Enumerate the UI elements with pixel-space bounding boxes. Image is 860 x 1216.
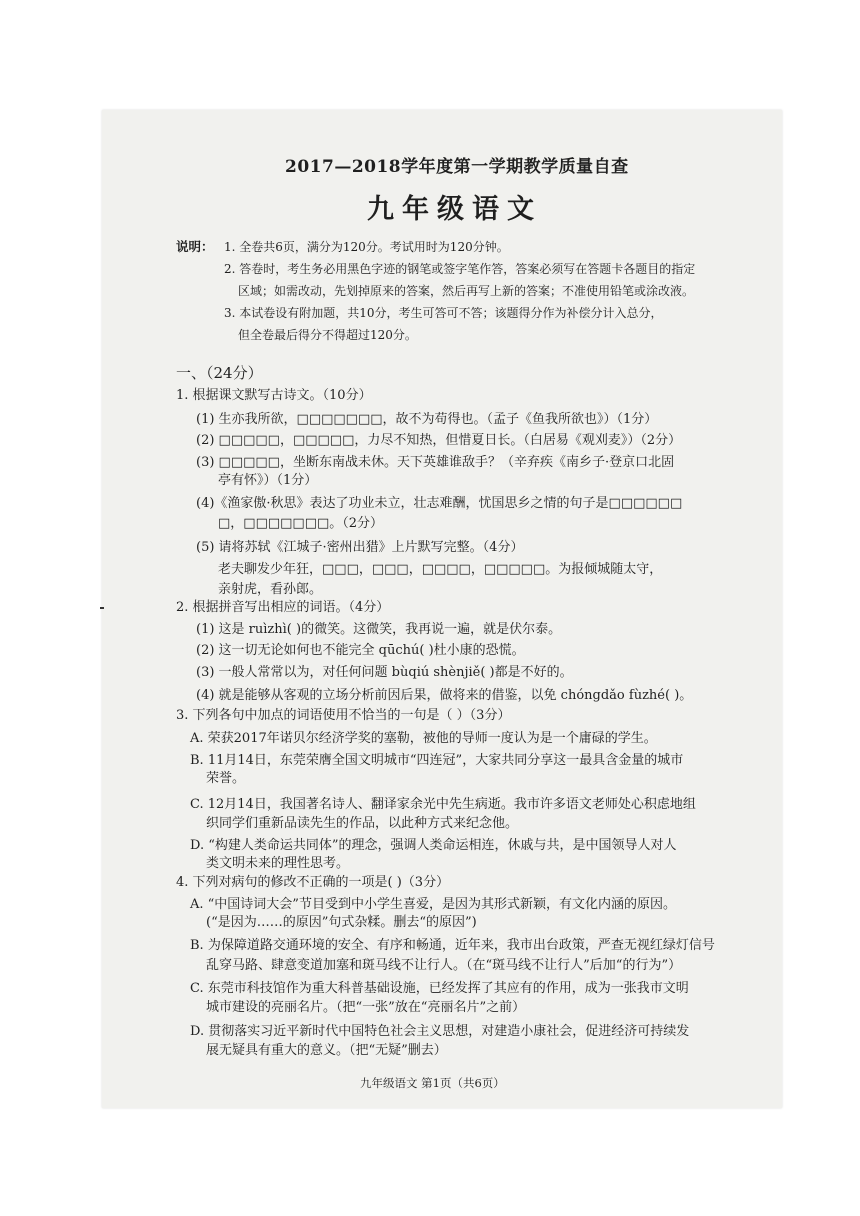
question-4-option: C. 东莞市科技馆作为重大科普基础设施，已经发挥了其应有的作用，成为一张我市文明 bbox=[190, 981, 689, 996]
question-3-stem: 3. 下列各句中加点的词语使用不恰当的一句是（ ）（3分） bbox=[176, 708, 511, 723]
question-2-line: (2) 这一切无论如何也不能完全 qūchú( )杜小康的恐慌。 bbox=[196, 643, 525, 658]
question-2-line: (4) 就是能够从客观的立场分析前因后果，做将来的借鉴，以免 chóngdǎo fùzhé( )。 bbox=[196, 688, 693, 703]
question-1-line: 亭有怀》）（1分） bbox=[218, 473, 318, 488]
instruction-line: 区域；如需改动，先划掉原来的答案，然后再写上新的答案；不准使用铅笔或涂改液。 bbox=[238, 284, 695, 298]
question-1-line: 老夫聊发少年狂，□□□，□□□，□□□□，□□□□□。为报倾城随太守， bbox=[218, 562, 663, 577]
question-3-option: 类文明未来的理性思考。 bbox=[206, 856, 350, 871]
question-3-option: B. 11月14日，东莞荣膺全国文明城市“四连冠”，大家共同分享这一最具含金量的城市 bbox=[190, 753, 684, 768]
subject-title: 九年级语文 bbox=[367, 194, 542, 225]
question-1-line: (3) □□□□□，坐断东南战未休。天下英雄谁敌手？（辛弃疾《南乡子·登京口北固 bbox=[196, 455, 675, 470]
question-1-line: (2) □□□□□，□□□□□，力尽不知热，但惜夏日长。（白居易《观刈麦》）（2分） bbox=[196, 433, 682, 448]
question-2-line: (3) 一般人常常以为，对任何问题 bùqiú shènjiě( )都是不好的。 bbox=[196, 665, 573, 680]
question-1-line: □，□□□□□□□。（2分） bbox=[218, 516, 384, 531]
section-heading: 一、（24分） bbox=[176, 364, 263, 382]
question-4-stem: 4. 下列对病句的修改不正确的一项是( )（3分） bbox=[176, 875, 450, 890]
instruction-line: 1. 全卷共6页，满分为120分。考试用时为120分钟。 bbox=[224, 240, 509, 254]
question-3-option: D. “构建人类命运共同体”的理念，强调人类命运相连，休戚与共，是中国领导人对人 bbox=[190, 838, 677, 853]
instructions-label: 说明： bbox=[176, 239, 214, 254]
question-1-line: (4)《渔家傲·秋思》表达了功业未立，壮志难酬，忧国思乡之情的句子是□□□□□□ bbox=[196, 496, 683, 511]
exam-title: 2017—2018学年度第一学期教学质量自查 bbox=[285, 157, 629, 177]
question-1-line: (5) 请将苏轼《江城子·密州出猎》上片默写完整。（4分） bbox=[196, 540, 524, 555]
question-2-line: (1) 这是 ruìzhì( )的微笑。这微笑，我再说一遍，就是伏尔泰。 bbox=[196, 622, 562, 637]
question-2-stem: 2. 根据拼音写出相应的词语。（4分） bbox=[176, 600, 390, 615]
scan-mark bbox=[100, 607, 104, 609]
question-3-option: A. 荣获2017年诺贝尔经济学奖的塞勒，被他的导师一度认为是一个庸碌的学生。 bbox=[190, 731, 657, 746]
question-3-option: 荣誉。 bbox=[206, 771, 246, 786]
question-4-option: 城市建设的亮丽名片。（把“一张”放在“亮丽名片”之前） bbox=[206, 1000, 526, 1015]
question-3-option: 织同学们重新品读先生的作品，以此种方式来纪念他。 bbox=[206, 816, 519, 831]
question-4-option: (“是因为……的原因”句式杂糅。删去“的原因”) bbox=[206, 915, 477, 930]
question-4-option: 展无疑具有重大的意义。（把“无疑”删去） bbox=[206, 1043, 447, 1058]
instruction-line: 但全卷最后得分不得超过120分。 bbox=[238, 328, 417, 342]
question-3-option: C. 12月14日，我国著名诗人、翻译家余光中先生病逝。我市许多语文老师处心积虑地组 bbox=[190, 797, 696, 812]
question-1-line: 亲射虎，看孙郎。 bbox=[218, 582, 323, 597]
instruction-line: 2. 答卷时，考生务必用黑色字迹的钢笔或签字笔作答，答案必须写在答题卡各题目的指定 bbox=[224, 262, 696, 276]
instruction-line: 3. 本试卷设有附加题，共10分，考生可答可不答；该题得分作为补偿分计入总分， bbox=[224, 306, 663, 320]
question-1-line: (1) 生亦我所欲，□□□□□□□，故不为苟得也。（孟子《鱼我所欲也》）（1分） bbox=[196, 412, 658, 427]
question-1-stem: 1. 根据课文默写古诗文。（10分） bbox=[176, 388, 372, 403]
question-4-option: 乱穿马路、肆意变道加塞和斑马线不让行人。（在“斑马线不让行人”后加“的行为”） bbox=[206, 958, 682, 973]
question-4-option: A. “中国诗词大会”节目受到中小学生喜爱，是因为其形式新颖，有文化内涵的原因。 bbox=[190, 897, 676, 912]
page-footer: 九年级语文 第1页（共6页） bbox=[360, 1076, 505, 1090]
question-4-option: B. 为保障道路交通环境的安全、有序和畅通，近年来，我市出台政策，严查无视红绿灯信号 bbox=[190, 938, 715, 953]
question-4-option: D. 贯彻落实习近平新时代中国特色社会主义思想，对建造小康社会，促进经济可持续发 bbox=[190, 1024, 690, 1039]
